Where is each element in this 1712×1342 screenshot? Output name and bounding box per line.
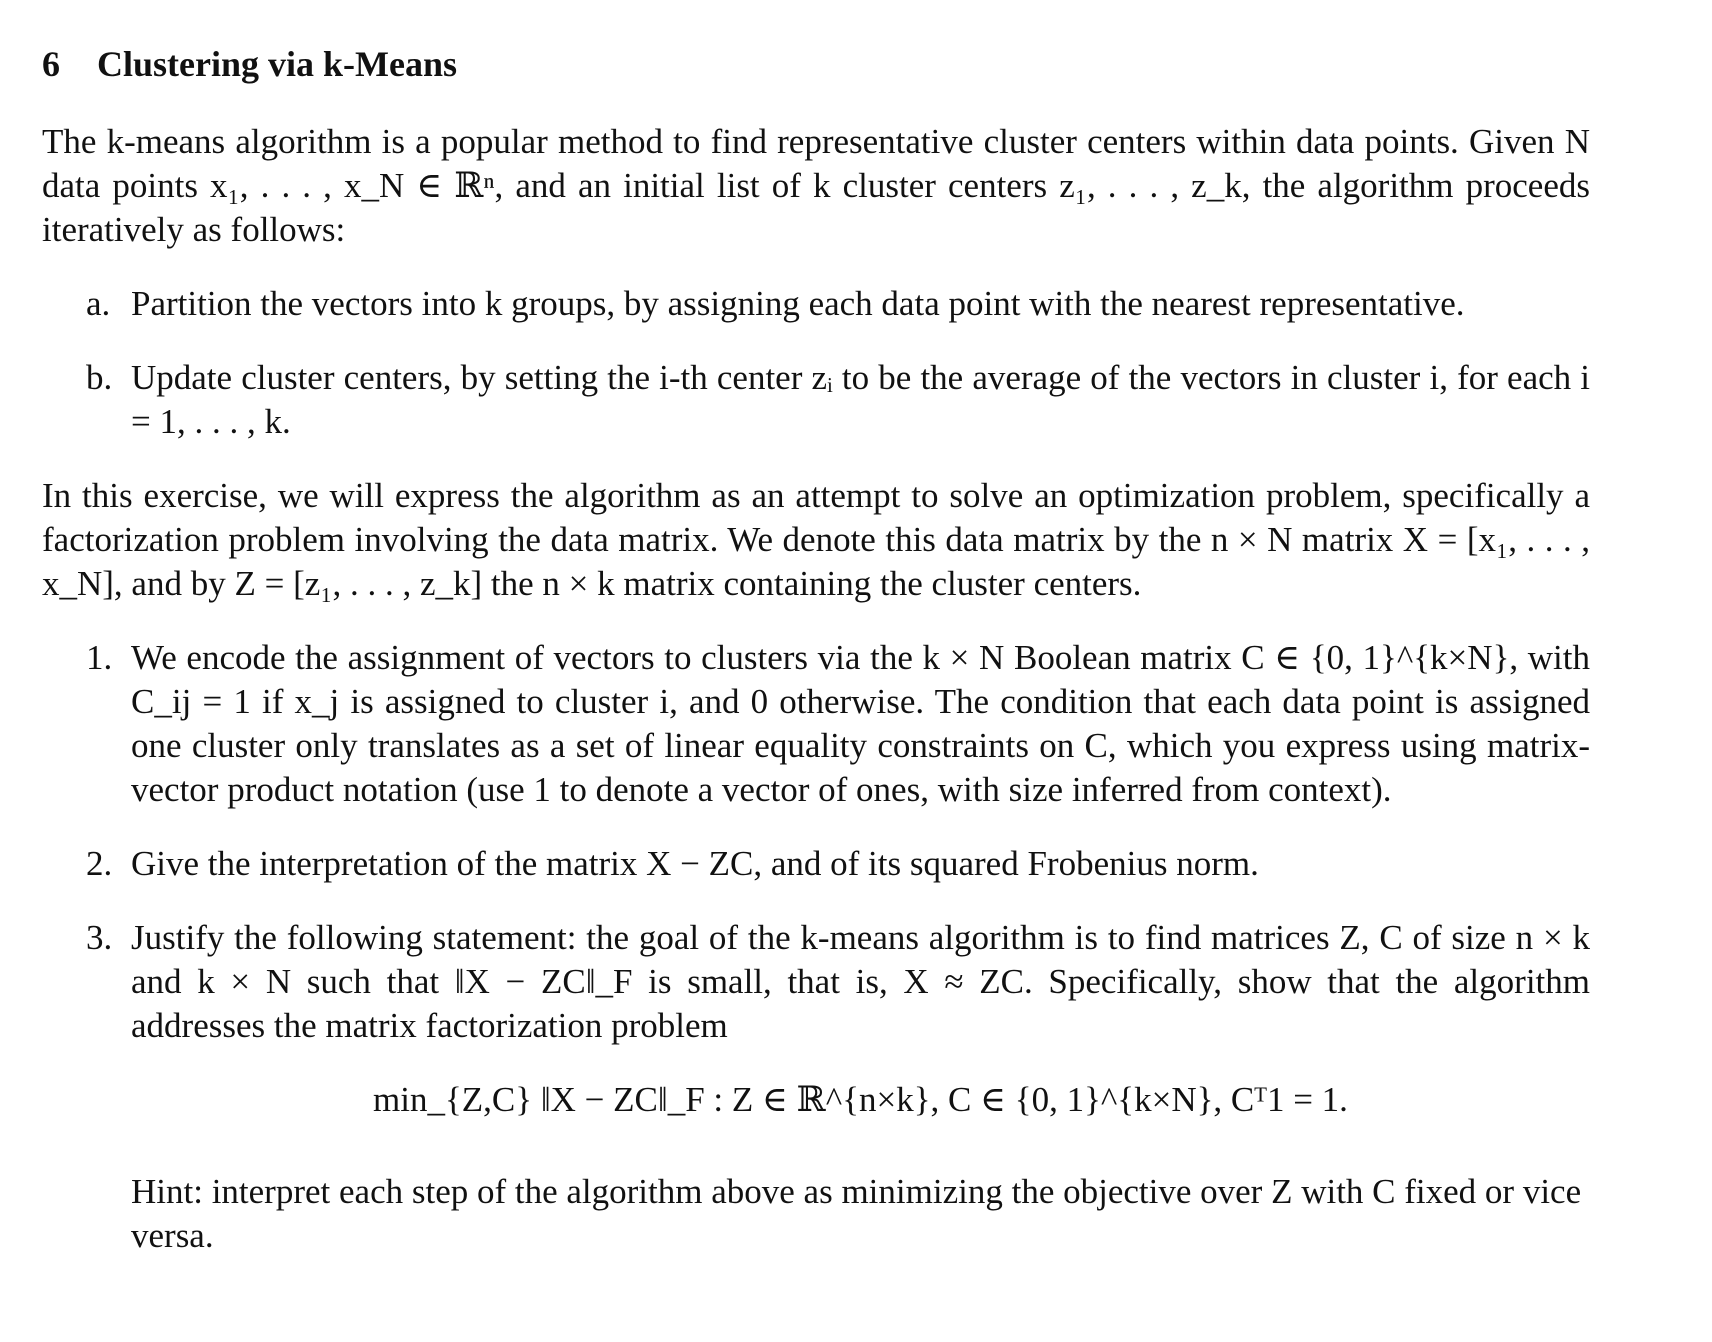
document-page [42, 42, 1590, 1288]
intro-paragraph: The k-means algorithm is a popular method to find representative cluster centers within data points. Given N data points x₁, . . . , x_N ∈ ℝⁿ, and an initial list of k cluster centers z₁, . . . , z_k, the algorithm proceeds iteratively as follows: [42, 122, 1590, 249]
section-title-text: Clustering via k-Means [97, 44, 457, 84]
algorithm-step [42, 356, 1590, 444]
questions-list [42, 636, 1590, 1048]
question-marker: 3. [86, 918, 113, 957]
question-text: Give the interpretation of the matrix X − ZC, and of its squared Frobenius norm. [131, 844, 1259, 883]
equation-body: min_{Z,C} ‖X − ZC‖_F : Z ∈ ℝ^{n×k}, C ∈ {0, 1}^{k×N}, Cᵀ1 = 1. [373, 1080, 1348, 1119]
exercise-intro-paragraph: In this exercise, we will express the algorithm as an attempt to solve an optimization problem, specifically a factorization problem involving the data matrix. We denote this data matrix by the n × N matrix X = [x₁, . . . , x_N], and by Z = [z₁, . . . , z_k] the n × k matrix containing the cluster centers. [42, 476, 1590, 603]
question-marker: 2. [86, 844, 113, 883]
question-text: We encode the assignment of vectors to clusters via the k × N Boolean matrix C ∈ {0, 1}^{k×N}, with C_ij = 1 if x_j is assigned to cluster i, and 0 otherwise. The condition that each data point is assigned one cluster only translates as a set of linear equality constraints on C, which you express using matrix-vector product notation (use 1 to denote a vector of ones, with size inferred from context). [131, 638, 1590, 809]
question-item [42, 916, 1590, 1048]
algorithm-steps-list [42, 282, 1590, 444]
section-heading [42, 42, 1590, 86]
question-item [42, 636, 1590, 812]
step-marker: b. [86, 358, 113, 397]
step-text: Update cluster centers, by setting the i-th center zᵢ to be the average of the vectors in cluster i, for each i = 1, . . . , k. [131, 358, 1590, 441]
question-marker: 1. [86, 638, 113, 677]
section-number: 6 [42, 44, 60, 84]
display-equation [131, 1078, 1590, 1140]
hint-paragraph: Hint: interpret each step of the algorithm above as minimizing the objective over Z with C fixed or vice versa. [131, 1172, 1582, 1255]
question-text: Justify the following statement: the goal of the k-means algorithm is to find matrices Z, C of size n × k and k × N such that ‖X − ZC‖_F is small, that is, X ≈ ZC. Specifically, show that the algorithm addresses the matrix factorization problem [131, 918, 1590, 1045]
step-text: Partition the vectors into k groups, by assigning each data point with the nearest representative. [131, 284, 1465, 323]
algorithm-step [42, 282, 1590, 326]
question-item [42, 842, 1590, 886]
step-marker: a. [86, 284, 111, 323]
